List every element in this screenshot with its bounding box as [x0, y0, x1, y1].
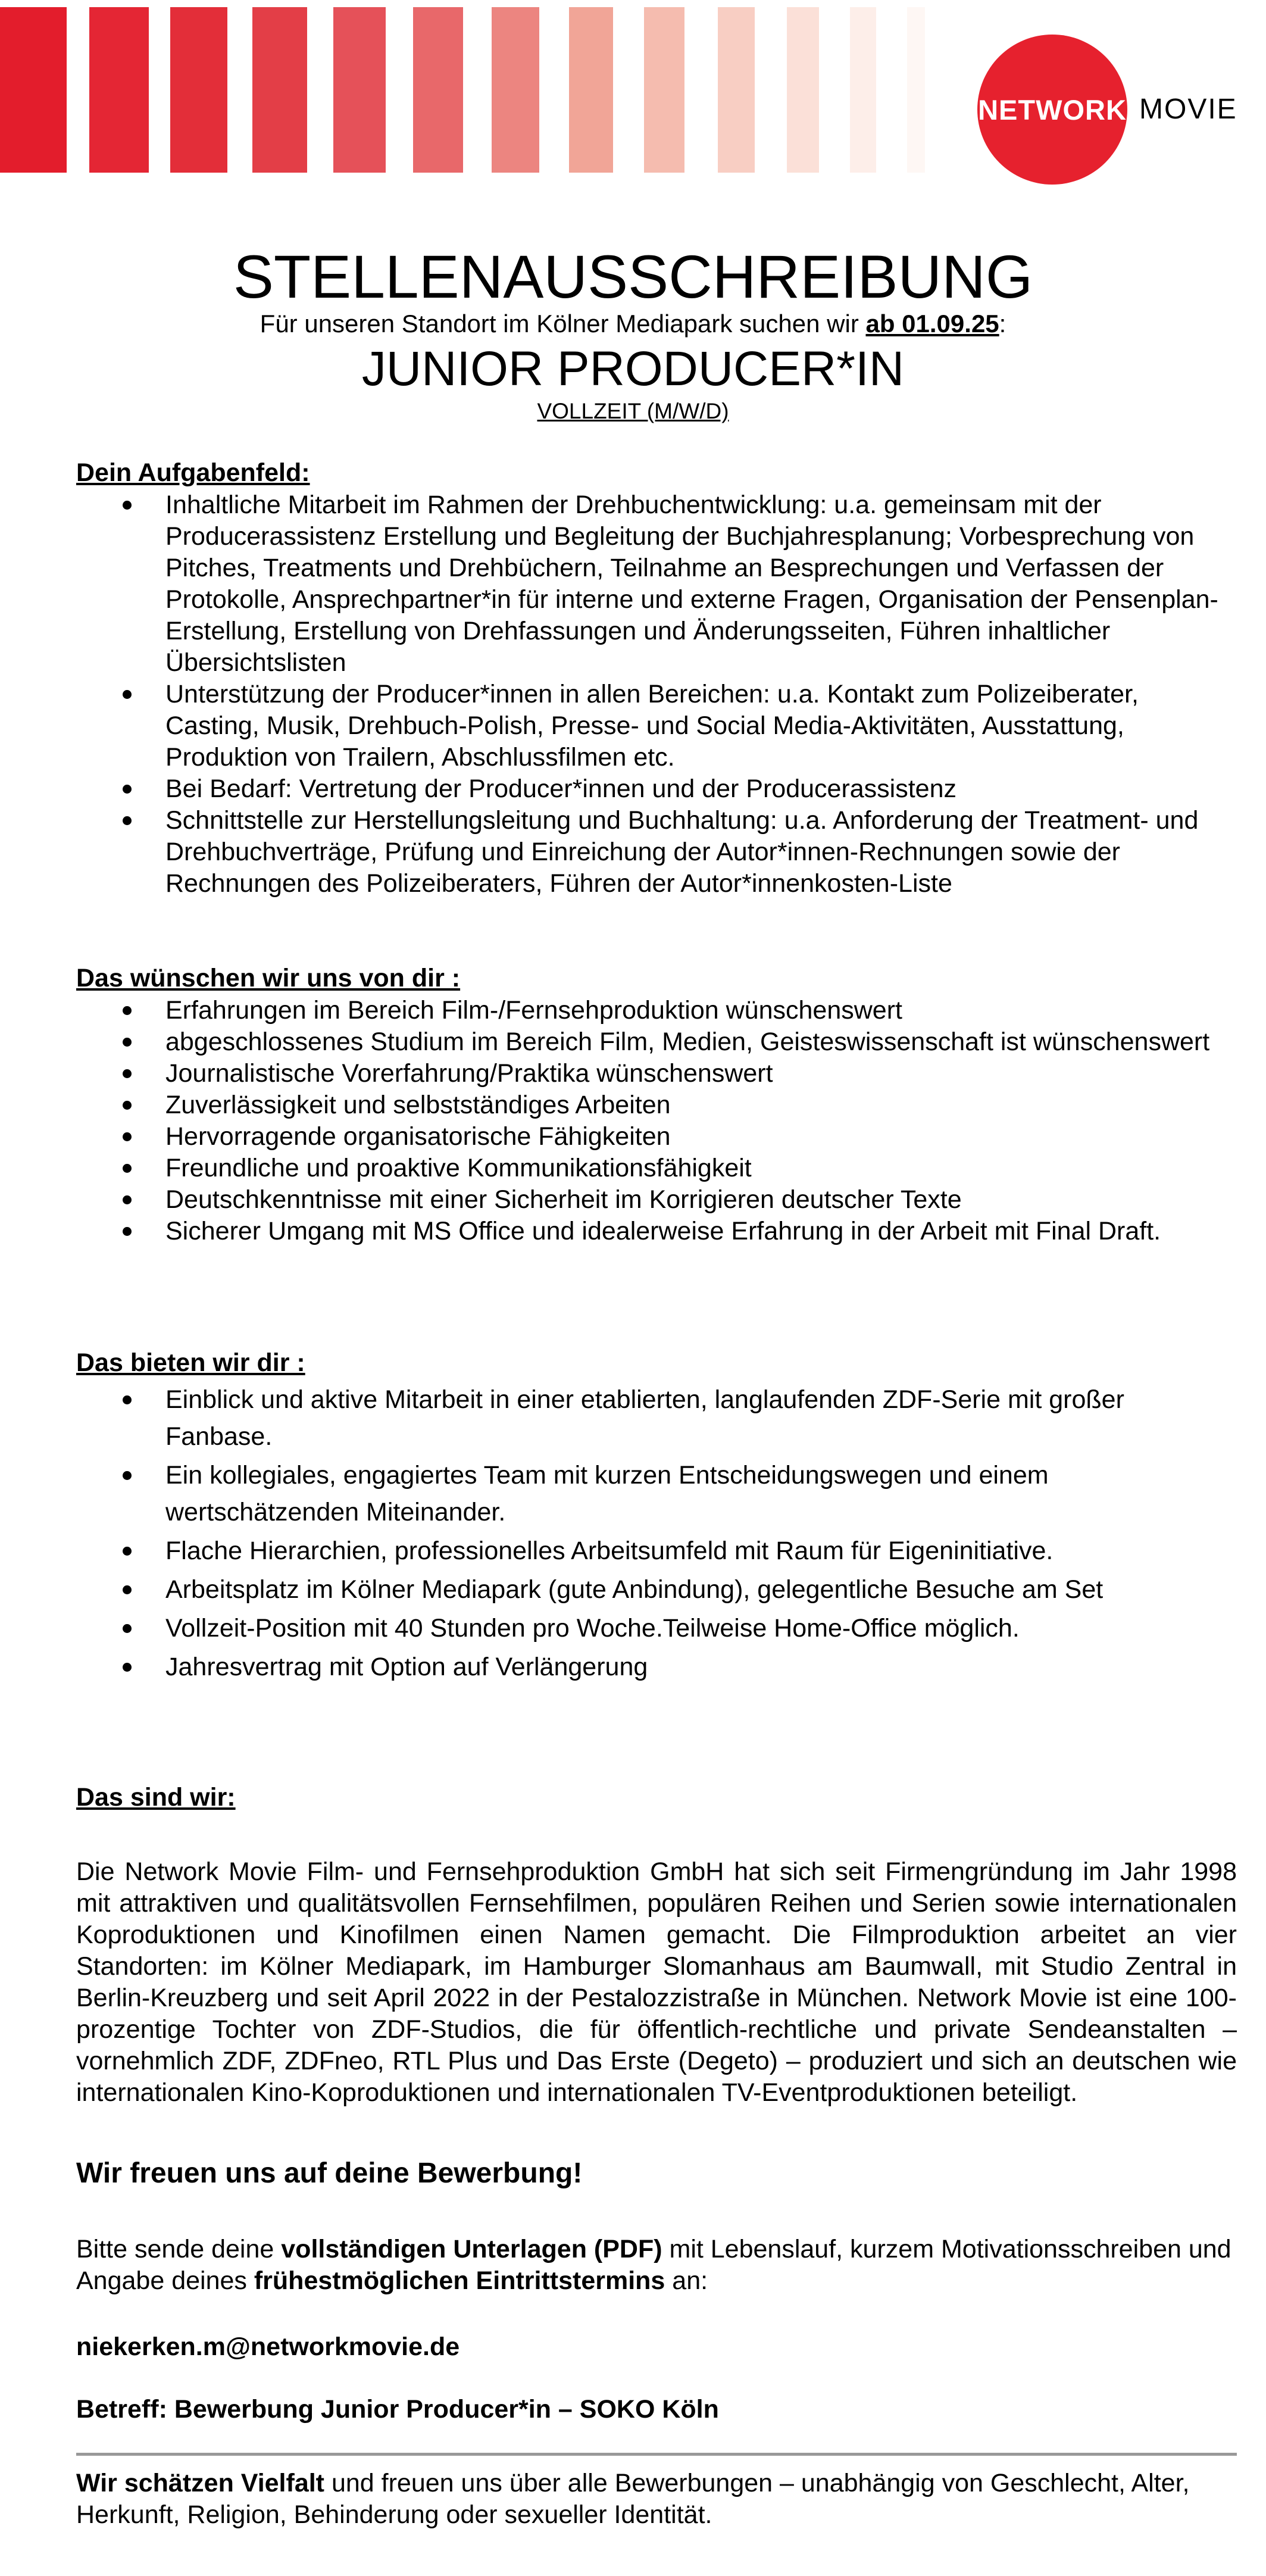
list-item: Einblick und aktive Mitarbeit in einer etablierten, langlaufenden ZDF-Serie mit großer Fanbase.	[76, 1381, 1237, 1455]
list-item: Inhaltliche Mitarbeit im Rahmen der Drehbuchentwicklung: u.a. gemeinsam mit der Producerassistenz Erstellung und Begleitung der Buchjahresplanung; Vorbesprechung von Pitches, Treatments und Drehbüchern, Teilnahme an Besprechungen und Verfassen der Protokolle, Ansprechpartner*in für interne und externe Fragen, Organisation der Pensenplan-Erstellung, Erstellung von Drehfassungen und Änderungsseiten, Führen inhaltlicher Übersichtslisten	[76, 489, 1237, 679]
apply-bold-1: vollständigen Unterlagen (PDF)	[281, 2235, 662, 2263]
tasks-list	[76, 489, 1237, 900]
stripe-2	[89, 7, 149, 173]
stripe-9	[644, 7, 684, 173]
apply-text-1: Bitte sende deine	[76, 2235, 282, 2263]
header-stripes	[0, 0, 952, 173]
apply-bold-2: frühestmöglichen Eintrittstermins	[254, 2266, 665, 2295]
stripe-8	[569, 7, 613, 173]
closing-line: Wir freuen uns auf deine Bewerbung!	[76, 2157, 583, 2189]
about-text: Die Network Movie Film- und Fernsehproduktion GmbH hat sich seit Firmengründung im Jahr 1998 mit attraktiven und qualitätsvollen Fernsehfilmen, populären Reihen und Serien sowie internationalen Koproduktionen und Kinofilmen einen Namen gemacht. Die Filmproduktion arbeitet an vier Standorten: im Kölner Mediapark, im Hamburger Slomanhaus am Baumwall, mit Studio Zentral in Berlin-Kreuzberg und seit April 2022 in der Pestalozzistraße in München. Network Movie ist eine 100-prozentige Tochter von ZDF-Studios, die für öffentlich-rechtliche und private Sendeanstalten – vornehmlich ZDF, ZDFneo, RTL Plus und Das Erste (Degeto) – produziert und sich an deutschen wie internationalen Kino-Koproduktionen und internationalen TV-Eventproduktionen beteiligt.	[76, 1857, 1237, 2107]
intro-suffix: :	[999, 310, 1006, 338]
employment-scope: VOLLZEIT (M/W/D)	[537, 399, 729, 423]
list-item: abgeschlossenes Studium im Bereich Film, Medien, Geisteswissenschaft ist wünschenswert	[76, 1026, 1237, 1058]
tasks-title: Dein Aufgabenfeld:	[76, 458, 310, 487]
list-item: Sicherer Umgang mit MS Office und idealerweise Erfahrung in der Arbeit mit Final Draft.	[76, 1216, 1237, 1247]
email-subject: Betreff: Bewerbung Junior Producer*in – SOKO Köln	[76, 2395, 719, 2424]
list-item: Deutschkenntnisse mit einer Sicherheit im Korrigieren deutscher Texte	[76, 1184, 1237, 1216]
page-title: STELLENAUSSCHREIBUNG	[233, 243, 1033, 311]
stripe-12	[850, 7, 876, 173]
stripe-13	[907, 7, 925, 173]
divider	[76, 2453, 1237, 2456]
stripe-1	[0, 7, 67, 173]
start-date: ab 01.09.25	[865, 310, 999, 338]
list-item: Jahresvertrag mit Option auf Verlängerung	[76, 1648, 1237, 1685]
position-title: JUNIOR PRODUCER*IN	[361, 342, 905, 396]
stripe-6	[413, 7, 463, 173]
wishes-title: Das wünschen wir uns von dir :	[76, 964, 461, 992]
stripe-4	[252, 7, 307, 173]
list-item: Vollzeit-Position mit 40 Stunden pro Woche.Teilweise Home-Office möglich.	[76, 1610, 1237, 1647]
diversity-text: und freuen uns über alle Bewerbungen – unabhängig von Geschlecht, Alter, Herkunft, Religion, Behinderung oder sexueller Identität.	[76, 2469, 1190, 2529]
stripe-7	[492, 7, 539, 173]
logo-network-text: NETWORK	[978, 93, 1127, 126]
list-item: Unterstützung der Producer*innen in allen Bereichen: u.a. Kontakt zum Polizeiberater, Casting, Musik, Drehbuch-Polish, Presse- und Social Media-Aktivitäten, Ausstattung, Produktion von Trailern, Abschlussfilmen etc.	[76, 679, 1237, 773]
list-item: Ein kollegiales, engagiertes Team mit kurzen Entscheidungswegen und einem wertschätzenden Miteinander.	[76, 1457, 1237, 1531]
intro-line	[0, 308, 1266, 339]
wishes-list	[76, 995, 1237, 1247]
list-item: Freundliche und proaktive Kommunikationsfähigkeit	[76, 1153, 1237, 1184]
diversity-statement	[76, 2468, 1237, 2531]
offer-title: Das bieten wir dir :	[76, 1348, 305, 1377]
stripe-10	[718, 7, 755, 173]
list-item: Arbeitsplatz im Kölner Mediapark (gute Anbindung), gelegentliche Besuche am Set	[76, 1571, 1237, 1608]
intro-prefix: Für unseren Standort im Kölner Mediapark suchen wir	[260, 310, 866, 338]
network-movie-logo	[977, 35, 1237, 185]
stripe-5	[333, 7, 386, 173]
offer-list	[76, 1381, 1237, 1687]
about-title: Das sind wir:	[76, 1783, 236, 1812]
application-instructions	[76, 2234, 1237, 2297]
stripe-11	[787, 7, 819, 173]
apply-text-3: an:	[665, 2266, 708, 2295]
diversity-bold: Wir schätzen Vielfalt	[76, 2469, 325, 2497]
list-item: Bei Bedarf: Vertretung der Producer*innen und der Producerassistenz	[76, 773, 1237, 805]
list-item: Flache Hierarchien, professionelles Arbeitsumfeld mit Raum für Eigeninitiative.	[76, 1532, 1237, 1569]
list-item: Schnittstelle zur Herstellungsleitung und Buchhaltung: u.a. Anforderung der Treatment- und Drehbuchverträge, Prüfung und Einreichung der Autor*innen-Rechnungen sowie der Rechnungen des Polizeiberaters, Führen der Autor*innenkosten-Liste	[76, 805, 1237, 900]
list-item: Journalistische Vorerfahrung/Praktika wünschenswert	[76, 1058, 1237, 1089]
apply-text-2: mit Lebenslauf, kurzem Motivationsschreiben und Angabe deines	[76, 2235, 1231, 2295]
list-item: Erfahrungen im Bereich Film-/Fernsehproduktion wünschenswert	[76, 995, 1237, 1026]
list-item: Zuverlässigkeit und selbstständiges Arbeiten	[76, 1089, 1237, 1121]
logo-movie-text: MOVIE	[1139, 93, 1237, 125]
stripe-3	[170, 7, 227, 173]
contact-email[interactable]: niekerken.m@networkmovie.de	[76, 2333, 460, 2361]
list-item: Hervorragende organisatorische Fähigkeiten	[76, 1121, 1237, 1153]
